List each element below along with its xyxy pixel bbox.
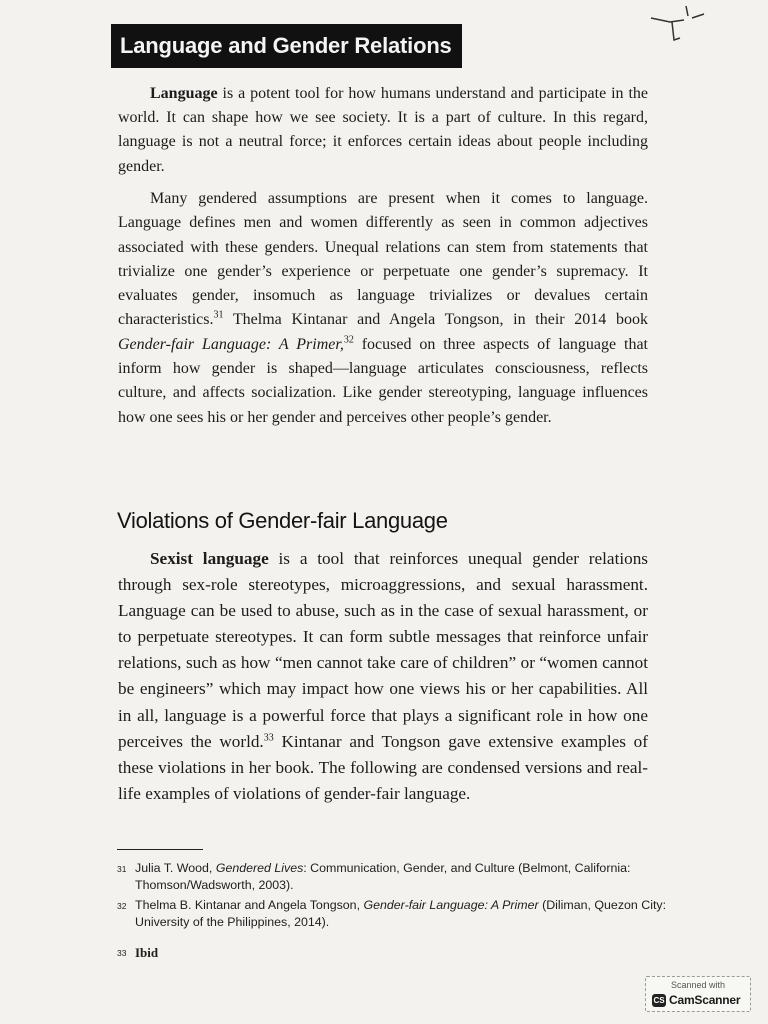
footnote-number: 32 — [117, 901, 127, 911]
chapter-title: Language and Gender Relations — [111, 24, 462, 68]
paragraph-sexist-language — [118, 546, 648, 807]
footnote-text: Ibid — [135, 945, 159, 960]
footnote-ref-33: 33 — [263, 731, 274, 743]
footnote-text: Thelma B. Kintanar and Angela Tongson, Gender-fair Language: A Primer (Diliman, Quezon City: University of the Philippines, 2014). — [135, 898, 667, 929]
paragraph-text: Kintanar and Tongson gave extensive examples of these violations in her book. The following are condensed versions and real-life examples of violations of gender-fair language. — [118, 731, 648, 803]
paragraph-text: is a potent tool for how humans understand and participate in the world. It can shape how we see society. It is a part of culture. In this regard, language is not a neutral force; it enforces certain ideas about people including gender. — [118, 85, 648, 175]
footnote-number: 33 — [117, 948, 127, 958]
footnote-ref-32: 32 — [343, 334, 354, 346]
paragraph-language-intro — [118, 82, 648, 179]
paragraph-text: focused on three aspects of language that inform how gender is shaped—language articulates consciousness, reflects culture, and affects socialization. Like gender stereotyping, language influences how one sees his or her gender and perceives other people’s gender. — [118, 335, 648, 426]
watermark-caption: Scanned with — [670, 980, 726, 990]
camscanner-logo-icon: CS — [653, 996, 665, 1005]
footnote-32 — [117, 897, 677, 931]
paragraph-gendered-assumptions — [118, 187, 648, 430]
footnote-text: Julia T. Wood, Gendered Lives: Communication, Gender, and Culture (Belmont, California: Thomson/Wadsworth, 2003). — [135, 861, 631, 892]
section-heading: Violations of Gender-fair Language — [117, 508, 448, 533]
corner-crop-mark — [648, 0, 708, 48]
paragraph-text: Thelma Kintanar and Angela Tongson, in their 2014 book — [223, 311, 648, 329]
footnote-divider — [117, 849, 203, 850]
book-title: Gender-fair Language: A Primer, — [118, 335, 344, 353]
footnote-ref-31: 31 — [213, 310, 224, 322]
camscanner-watermark — [645, 976, 751, 1012]
paragraph-text: is a tool that reinforces unequal gender relations through sex-role stereotypes, microaggressions, and sexual harassment. Language can be used to abuse, such as in the case of sexual harassment, or to perpetuate stereotypes. It can form subtle messages that reinforce unfair relations, such as how “men cannot take care of children” or “women cannot be engineers” which may impact how one views his or her capabilities. All in all, language is a powerful force that plays a significant role in how one perceives the world. — [118, 549, 648, 751]
footnote-33 — [117, 944, 677, 962]
paragraph-text: Many gendered assumptions are present when it comes to language. Language defines men and women differently as seen in common adjectives associated with these genders. Unequal relations can stem from statements that trivialize one gender’s experience or perpetuate one gender’s supremacy. It evaluates gender, insomuch as language trivializes or devalues certain characteristics. — [118, 190, 648, 329]
footnote-number: 31 — [117, 864, 127, 874]
footnote-31 — [117, 860, 677, 894]
term-language: Language — [150, 85, 218, 102]
term-sexist-language: Sexist language — [150, 549, 269, 568]
watermark-brand: CamScanner — [669, 993, 741, 1007]
